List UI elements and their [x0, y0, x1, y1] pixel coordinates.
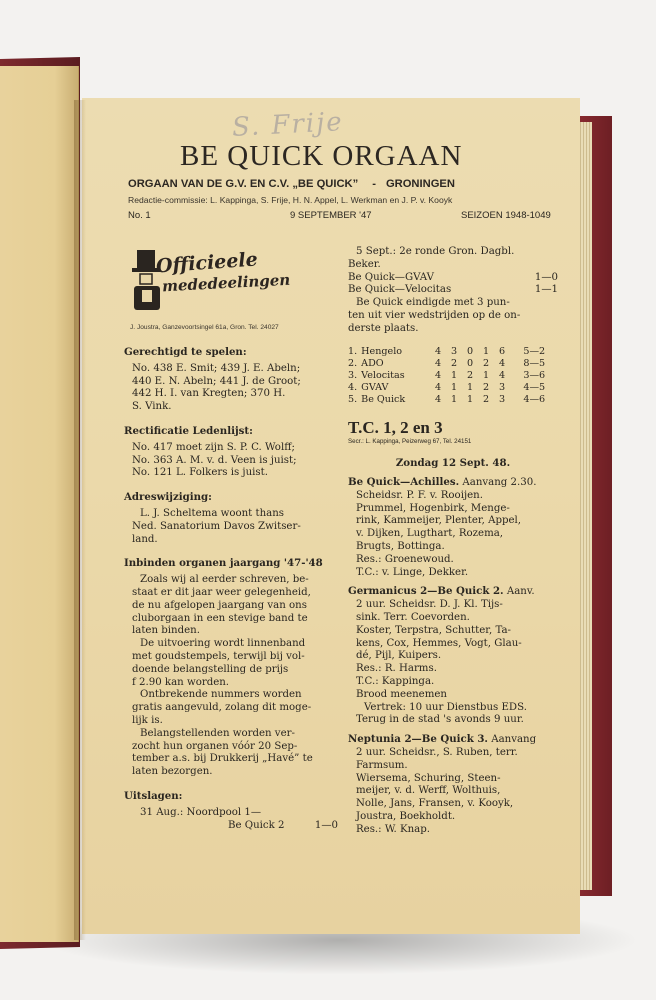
inbinden-body	[124, 574, 344, 779]
text-line: 31 Aug.: Noordpool 1—	[140, 806, 262, 818]
match-germanicus	[348, 585, 558, 727]
uitslag-score: 1—0	[314, 819, 338, 831]
text-line: Brood meenemen	[356, 688, 447, 700]
won: 1	[451, 381, 458, 393]
match-title: Be Quick—Achilles.	[348, 475, 460, 488]
result-match: Be Quick—GVAV	[348, 271, 435, 283]
tc-heading: T.C. 1, 2 en 3	[348, 417, 443, 437]
table-row	[348, 394, 549, 406]
won: 2	[451, 357, 458, 369]
page-edges	[578, 122, 592, 890]
text-line: Vertrek: 10 uur Dienstbus EDS.	[364, 701, 527, 713]
adreswijziging-body	[124, 508, 344, 546]
text-line: 2 uur. Scheidsr., S. Ruben, terr.	[356, 746, 518, 758]
text-line: Wiersema, Schuring, Steen-	[356, 772, 501, 784]
text-line: No. 417 moet zijn S. P. C. Wolff;	[132, 441, 295, 453]
goals: 4—5	[523, 381, 546, 393]
result-score: 1—1	[534, 284, 558, 296]
newsletter-title: BE QUICK ORGAAN	[180, 140, 463, 172]
subtitle-dash: -	[372, 178, 376, 190]
newsletter-subtitle	[128, 178, 455, 190]
played: 4	[435, 369, 442, 381]
lost: 1	[483, 369, 490, 381]
text-line: sink. Terr. Coevorden.	[356, 611, 470, 623]
text-line: Brugts, Bottinga.	[356, 540, 445, 552]
points: 3	[499, 393, 506, 405]
page-gutter-shadow	[74, 100, 86, 940]
text-line: laten binden.	[132, 625, 200, 637]
issue-number: No. 1	[128, 210, 151, 221]
issue-date: 9 SEPTEMBER '47	[290, 210, 372, 221]
text-line: Aanvang 2.30.	[462, 476, 537, 488]
team: GVAV	[361, 381, 389, 393]
rectificatie-body	[124, 442, 344, 480]
text-line: Prummel, Hogenbirk, Menge-	[356, 502, 510, 514]
goals: 4—6	[523, 393, 546, 405]
table-row	[348, 370, 549, 382]
team: ADO	[361, 357, 384, 369]
match-neptunia	[348, 733, 558, 836]
text-line: Nolle, Jans, Fransen, v. Kooyk,	[356, 798, 514, 810]
text-line: laten bezorgen.	[132, 766, 213, 778]
text-line: ten uit vier wedstrijden op de on-	[348, 309, 521, 321]
text-line: Scheidsr. P. F. v. Rooijen.	[356, 489, 483, 501]
text-line: f 2.90 kan worden.	[132, 676, 230, 688]
uitslag-team: Be Quick 2	[228, 819, 285, 831]
text-line: v. Dijken, Lugthart, Rozema,	[356, 528, 504, 540]
team: Be Quick	[361, 393, 406, 405]
inbinden-heading: Inbinden organen jaargang '47-'48	[124, 557, 323, 570]
text-line: de nu afgelopen jaargang van ons	[132, 599, 307, 611]
text-line: Farmsum.	[356, 759, 408, 771]
standings-table	[348, 346, 549, 406]
text-line: dé, Pijl, Kuipers.	[356, 650, 442, 662]
newsletter-page	[82, 98, 580, 934]
result-score: 1—0	[534, 271, 558, 283]
drawn: 1	[467, 393, 474, 405]
rectificatie-heading: Rectificatie Ledenlijst:	[124, 424, 253, 437]
tc-date: Zondag 12 Sept. 48.	[395, 457, 511, 470]
table-row	[348, 382, 549, 394]
text-line: kens, Cox, Hemmes, Vogt, Glau-	[356, 637, 522, 649]
logo-word-officieele: Officieele	[155, 248, 259, 278]
lost: 2	[483, 381, 490, 393]
result-match: Be Quick—Velocitas	[348, 284, 452, 296]
text-line: Res.: W. Knap.	[356, 823, 431, 835]
points: 4	[499, 357, 506, 369]
text-line: cluborgaan in een stevige band te	[132, 612, 308, 624]
text-line: 5 Sept.: 2e ronde Gron. Dagbl.	[356, 246, 515, 257]
drawn: 2	[467, 369, 474, 381]
text-line: gratis aangevuld, zolang dit moge-	[132, 702, 312, 714]
text-line: staat er dit jaar weer gelegenheid,	[132, 586, 311, 598]
text-line: lijk is.	[132, 714, 163, 726]
editorial-committee: Redactie-commissie: L. Kappinga, S. Frije, H. N. Appel, L. Werkman en J. P. v. Kooyk	[128, 195, 453, 205]
text-line: Belangstellenden worden ver-	[140, 727, 295, 739]
text-line: rink, Kammeijer, Plenter, Appel,	[356, 515, 522, 527]
pos: 4.	[348, 381, 358, 393]
played: 4	[435, 345, 442, 357]
match-title: Neptunia 2—Be Quick 3.	[348, 733, 488, 746]
text-line: meijer, v. d. Werff, Wolthuis,	[356, 785, 501, 797]
text-line: tember a.s. bij Drukkerij „Havé” te	[132, 753, 313, 765]
team: Velocitas	[361, 369, 405, 381]
played: 4	[435, 357, 442, 369]
won: 1	[451, 393, 458, 405]
text-line: Aanvang	[491, 734, 537, 746]
table-row	[348, 358, 549, 370]
text-line: No. 438 E. Smit; 439 J. E. Abeln;	[132, 362, 301, 374]
tc-address: Secr.: L. Kappinga, Peizerweg 67, Tel. 24151	[348, 438, 472, 446]
text-line: S. Vink.	[132, 401, 172, 413]
result-row	[348, 284, 558, 297]
official-announcements-logo	[128, 248, 291, 326]
pos: 5.	[348, 393, 358, 405]
lost: 2	[483, 357, 490, 369]
goals: 5—2	[523, 345, 546, 357]
left-column	[124, 346, 344, 832]
text-line: No. 363 A. M. v. d. Veen is juist;	[132, 454, 297, 466]
gerechtigd-heading: Gerechtigd te spelen:	[124, 346, 247, 358]
uitslagen-body	[124, 807, 344, 833]
left-page	[0, 66, 79, 942]
text-line: land.	[132, 533, 158, 545]
subtitle-text: ORGAAN VAN DE G.V. EN C.V. „BE QUICK”	[128, 178, 359, 190]
text-line: Aanv.	[506, 586, 535, 598]
text-line: No. 121 L. Folkers is juist.	[132, 467, 268, 479]
pos: 2.	[348, 357, 358, 369]
points: 3	[499, 381, 506, 393]
goals: 8—5	[523, 357, 546, 369]
team: Hengelo	[361, 345, 403, 357]
match-title: Germanicus 2—Be Quick 2.	[348, 585, 504, 598]
text-line: Koster, Terpstra, Schutter, Ta-	[356, 624, 511, 636]
text-line: Ned. Sanatorium Davos Zwitser-	[132, 520, 301, 532]
drawn: 1	[467, 381, 474, 393]
text-line: met goudstempels, terwijl bij vol-	[132, 650, 305, 662]
logo-word-mededeelingen: mededeelingen	[161, 270, 291, 296]
text-line: Res.: Groenewoud.	[356, 553, 454, 565]
text-line: Res.: R. Harms.	[356, 663, 437, 675]
text-line: T.C.: v. Linge, Dekker.	[356, 566, 469, 578]
text-line: derste plaats.	[348, 322, 419, 334]
text-line: De uitvoering wordt linnenband	[140, 638, 306, 650]
issue-season: SEIZOEN 1948-1049	[461, 210, 551, 221]
right-column	[348, 246, 558, 842]
logo-address: J. Joustra, Ganzevoortsingel 61a, Gron. Tel. 24027	[130, 324, 279, 331]
text-line: Joustra, Boekholdt.	[356, 810, 456, 822]
text-line: Be Quick eindigde met 3 pun-	[356, 297, 510, 309]
points: 6	[499, 345, 506, 357]
text-line: zocht hun organen vóór 20 Sep-	[132, 740, 298, 752]
text-line: doende belangstelling de prijs	[132, 663, 289, 675]
text-line: Ontbrekende nummers worden	[140, 689, 302, 701]
won: 3	[451, 345, 458, 357]
pos: 1.	[348, 345, 358, 357]
text-line: 440 E. N. Abeln; 441 J. de Groot;	[132, 375, 301, 387]
text-line: 442 H. I. van Kregten; 370 H.	[132, 388, 286, 400]
adreswijziging-heading: Adreswijziging:	[124, 491, 212, 504]
gerechtigd-body	[124, 363, 344, 414]
won: 1	[451, 369, 458, 381]
text-line: L. J. Scheltema woont thans	[140, 507, 285, 519]
table-row	[348, 346, 549, 358]
goals: 3—6	[523, 369, 546, 381]
subtitle-city: GRONINGEN	[385, 178, 455, 190]
played: 4	[435, 393, 442, 405]
result-row	[348, 272, 558, 285]
text-line: 2 uur. Scheidsr. D. J. Kl. Tijs-	[356, 599, 503, 611]
match-achilles	[348, 476, 558, 579]
lost: 2	[483, 393, 490, 405]
text-line: T.C.: Kappinga.	[356, 675, 435, 687]
played: 4	[435, 381, 442, 393]
drawn: 0	[467, 357, 474, 369]
uitslag-result-row	[132, 820, 338, 833]
points: 4	[499, 369, 506, 381]
drawn: 0	[467, 345, 474, 357]
uitslagen-heading: Uitslagen:	[124, 789, 183, 802]
pos: 3.	[348, 369, 358, 381]
lost: 1	[483, 345, 490, 357]
handwritten-signature: S. Frije	[231, 107, 345, 143]
text-line: Beker.	[348, 258, 381, 270]
text-line: Terug in de stad 's avonds 9 uur.	[356, 714, 524, 726]
text-line: Zoals wij al eerder schreven, be-	[140, 574, 309, 586]
